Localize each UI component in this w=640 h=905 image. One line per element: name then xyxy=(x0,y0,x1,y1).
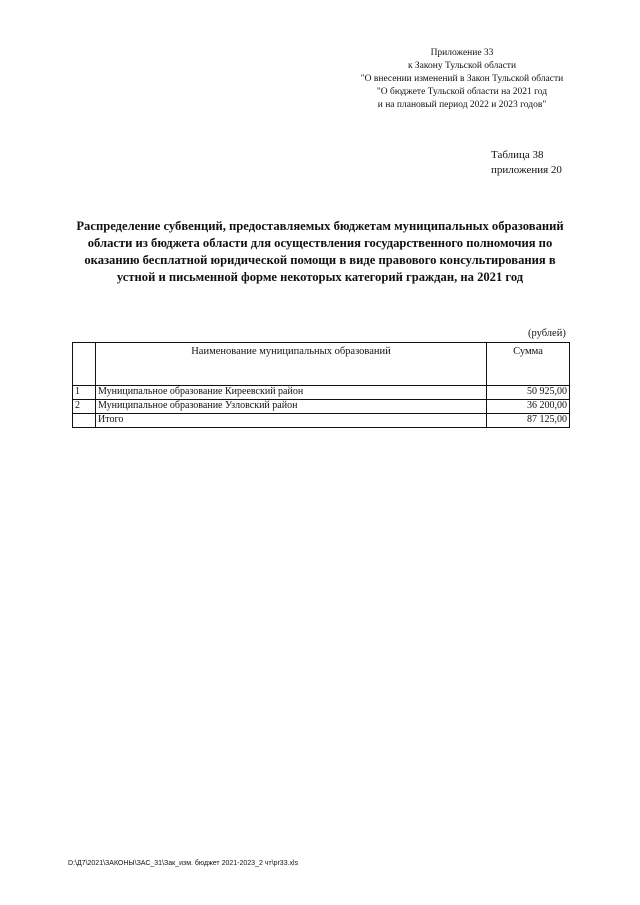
row-sum: 36 200,00 xyxy=(487,400,570,414)
table-header-row xyxy=(73,343,570,386)
row-number xyxy=(73,414,96,428)
row-number: 2 xyxy=(73,400,96,414)
appendix-line: к Закону Тульской области xyxy=(407,61,517,71)
units-label: (рублей) xyxy=(528,328,566,339)
header-name: Наименование муниципальных образований xyxy=(96,343,487,386)
header-number xyxy=(73,343,96,386)
appendix-line: Приложение 33 xyxy=(430,48,494,58)
file-path-footer: D:\Д7\2021\ЗАКОНЫ\ЗАС_31\Зак_изм. бюджет 2021-2023_2 чт\pr33.xls xyxy=(68,860,299,867)
appendix-header xyxy=(352,47,572,112)
table-row xyxy=(73,386,570,400)
total-label: Итого xyxy=(96,414,487,428)
title-line: Распределение субвенций, предоставляемых бюджетам муниципальных образований xyxy=(76,219,564,233)
header-sum: Сумма xyxy=(487,343,570,386)
total-sum: 87 125,00 xyxy=(487,414,570,428)
row-number: 1 xyxy=(73,386,96,400)
title-line: оказанию бесплатной юридической помощи в виде правового консультирования в xyxy=(84,253,556,267)
table-reference-line: приложения 20 xyxy=(491,164,562,176)
table-reference xyxy=(491,148,591,178)
row-sum: 50 925,00 xyxy=(487,386,570,400)
table-row xyxy=(73,400,570,414)
row-name: Муниципальное образование Узловский район xyxy=(96,400,487,414)
table-total-row xyxy=(73,414,570,428)
title-line: устной и письменной форме некоторых категорий граждан, на 2021 год xyxy=(116,270,524,284)
appendix-line: "О внесении изменений в Закон Тульской области xyxy=(360,74,564,84)
document-title xyxy=(60,218,580,286)
appendix-line: "О бюджете Тульской области на 2021 год xyxy=(376,87,548,97)
row-name: Муниципальное образование Киреевский район xyxy=(96,386,487,400)
table-reference-line: Таблица 38 xyxy=(491,149,544,161)
distribution-table xyxy=(72,342,570,428)
title-line: области из бюджета области для осуществления государственного полномочия по xyxy=(87,236,553,250)
appendix-line: и на плановый период 2022 и 2023 годов" xyxy=(377,100,547,110)
